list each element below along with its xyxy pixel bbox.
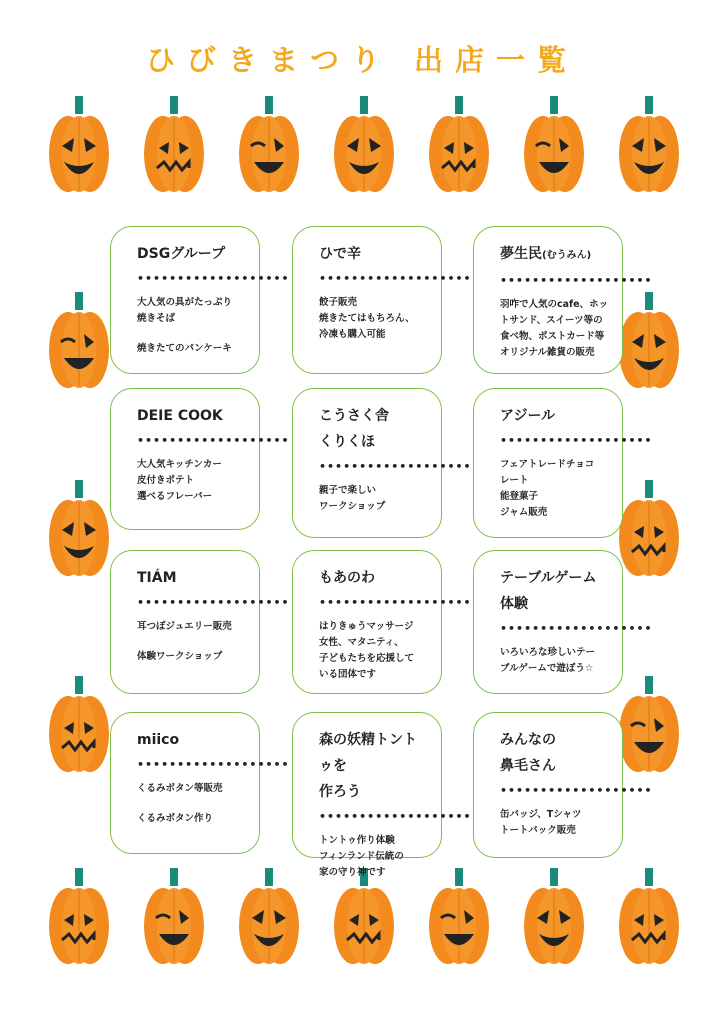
shop-description <box>319 833 427 881</box>
description-line: 選べるフレーバー <box>137 491 213 502</box>
shop-name: 夢生民(むうみん) <box>500 246 592 262</box>
shop-card <box>292 550 472 694</box>
shop-name: ひで辛 <box>319 246 361 262</box>
pumpkin-icon <box>618 96 680 194</box>
pumpkin-icon <box>618 676 680 774</box>
dotted-divider: ••••••••••••••••••• <box>500 434 653 447</box>
description-line: ブルゲームで遊ぼう☆ <box>500 663 594 674</box>
description-line: はりきゅうマッサージ <box>319 621 414 632</box>
description-line: ワークショップ <box>319 501 386 512</box>
shop-card <box>473 712 653 858</box>
pumpkin-icon <box>618 292 680 390</box>
description-line: 冷凍も購入可能 <box>319 329 386 340</box>
dotted-divider: ••••••••••••••••••• <box>500 784 653 797</box>
dotted-divider: ••••••••••••••••••• <box>319 810 472 823</box>
page-title: ひびきまつり 出店一覧 <box>145 43 579 77</box>
shop-card <box>292 712 472 878</box>
pumpkin-icon <box>238 868 300 966</box>
description-line: いる団体です <box>319 669 377 680</box>
shop-card <box>110 388 290 530</box>
shop-name: TIÁM <box>137 570 177 586</box>
pumpkin-icon <box>428 868 490 966</box>
dotted-divider: ••••••••••••••••••• <box>500 622 653 635</box>
dotted-divider: ••••••••••••••••••• <box>319 596 472 609</box>
pumpkin-icon <box>143 868 205 966</box>
description-line: 親子で楽しい <box>319 485 377 496</box>
description-line: トートバック販売 <box>500 825 576 836</box>
description-line: 食べ物、ポストカード等 <box>500 331 605 342</box>
shop-card <box>110 550 290 694</box>
shop-name: アジール <box>500 408 556 424</box>
pumpkin-icon <box>48 480 110 578</box>
shop-name: 森の妖精トントゥを 作ろう <box>319 732 417 800</box>
shop-description <box>500 297 608 361</box>
dotted-divider: ••••••••••••••••••• <box>137 596 290 609</box>
pumpkin-icon <box>618 868 680 966</box>
pumpkin-icon <box>618 480 680 578</box>
pumpkin-icon <box>48 868 110 966</box>
shop-name-reading: (むうみん) <box>542 250 592 261</box>
shop-name: DEIE COOK <box>137 408 223 424</box>
shop-card <box>292 388 472 538</box>
shop-name: こうさく舎 くりくほ <box>319 408 389 450</box>
shop-description <box>137 781 245 827</box>
shop-name: DSGグループ <box>137 246 226 262</box>
dotted-divider: ••••••••••••••••••• <box>500 274 653 287</box>
shop-card <box>473 550 653 694</box>
pumpkin-icon <box>48 676 110 774</box>
shop-card <box>110 226 290 374</box>
dotted-divider: ••••••••••••••••••• <box>137 272 290 285</box>
description-line: レート <box>500 475 529 486</box>
description-line: 耳つぼジュエリー販売 <box>137 621 232 632</box>
description-line: 家の守り神です <box>319 867 386 878</box>
shop-description <box>319 295 427 343</box>
description-line: オリジナル雑貨の販売 <box>500 347 595 358</box>
description-line: トントゥ作り体験 <box>319 835 395 846</box>
description-line: 大人気キッチンカー <box>137 459 222 470</box>
pumpkin-icon <box>523 96 585 194</box>
description-line: 缶バッジ、Tシャツ <box>500 809 582 820</box>
description-line: 女性、マタニティ、 <box>319 637 404 648</box>
shop-card <box>292 226 472 374</box>
shop-description <box>137 457 245 505</box>
shop-description <box>500 807 608 839</box>
description-line: トサンド、スイーツ等の <box>500 315 603 326</box>
pumpkin-icon <box>523 868 585 966</box>
description-line: 皮付きポテト <box>137 475 195 486</box>
description-line: フェアトレードチョコ <box>500 459 595 470</box>
description-line: 能登菓子 <box>500 491 539 502</box>
shop-name: miico <box>137 732 180 748</box>
description-line: 羽咋で人気のcafe、ホッ <box>500 299 609 310</box>
pumpkin-icon <box>333 96 395 194</box>
description-line: 子どもたちを応援して <box>319 653 415 664</box>
dotted-divider: ••••••••••••••••••• <box>319 460 472 473</box>
shop-description <box>137 295 245 357</box>
pumpkin-icon <box>333 868 395 966</box>
shop-description <box>137 619 245 665</box>
dotted-divider: ••••••••••••••••••• <box>137 758 290 771</box>
shop-description <box>500 645 608 677</box>
dotted-divider: ••••••••••••••••••• <box>137 434 290 447</box>
pumpkin-icon <box>48 96 110 194</box>
pumpkin-icon <box>48 292 110 390</box>
shop-description <box>500 457 608 521</box>
shop-name: みんなの 鼻毛さん <box>500 732 556 774</box>
pumpkin-icon <box>143 96 205 194</box>
shop-description <box>319 619 427 683</box>
description-line: くるみボタン等販売 <box>137 783 223 794</box>
dotted-divider: ••••••••••••••••••• <box>319 272 472 285</box>
shop-card <box>473 226 653 374</box>
description-line: 大人気の具がたっぷり <box>137 297 233 308</box>
description-line: いろいろな珍しいテー <box>500 647 596 658</box>
shop-name: テーブルゲーム 体験 <box>500 570 597 612</box>
description-line: 焼きそば <box>137 313 176 324</box>
description-line: 焼きたてはもちろん、 <box>319 313 415 324</box>
description-line: 焼きたてのパンケーキ <box>137 343 232 354</box>
shop-description <box>319 483 427 515</box>
shop-card <box>473 388 653 538</box>
shop-card <box>110 712 290 854</box>
pumpkin-icon <box>428 96 490 194</box>
description-line: ジャム販売 <box>500 507 548 518</box>
shop-name: もあのわ <box>319 570 375 586</box>
description-line: フィンランド伝統の <box>319 851 404 862</box>
pumpkin-icon <box>238 96 300 194</box>
description-line: 体験ワークショップ <box>137 651 223 662</box>
description-line: 餃子販売 <box>319 297 358 308</box>
description-line: くるみボタン作り <box>137 813 214 824</box>
